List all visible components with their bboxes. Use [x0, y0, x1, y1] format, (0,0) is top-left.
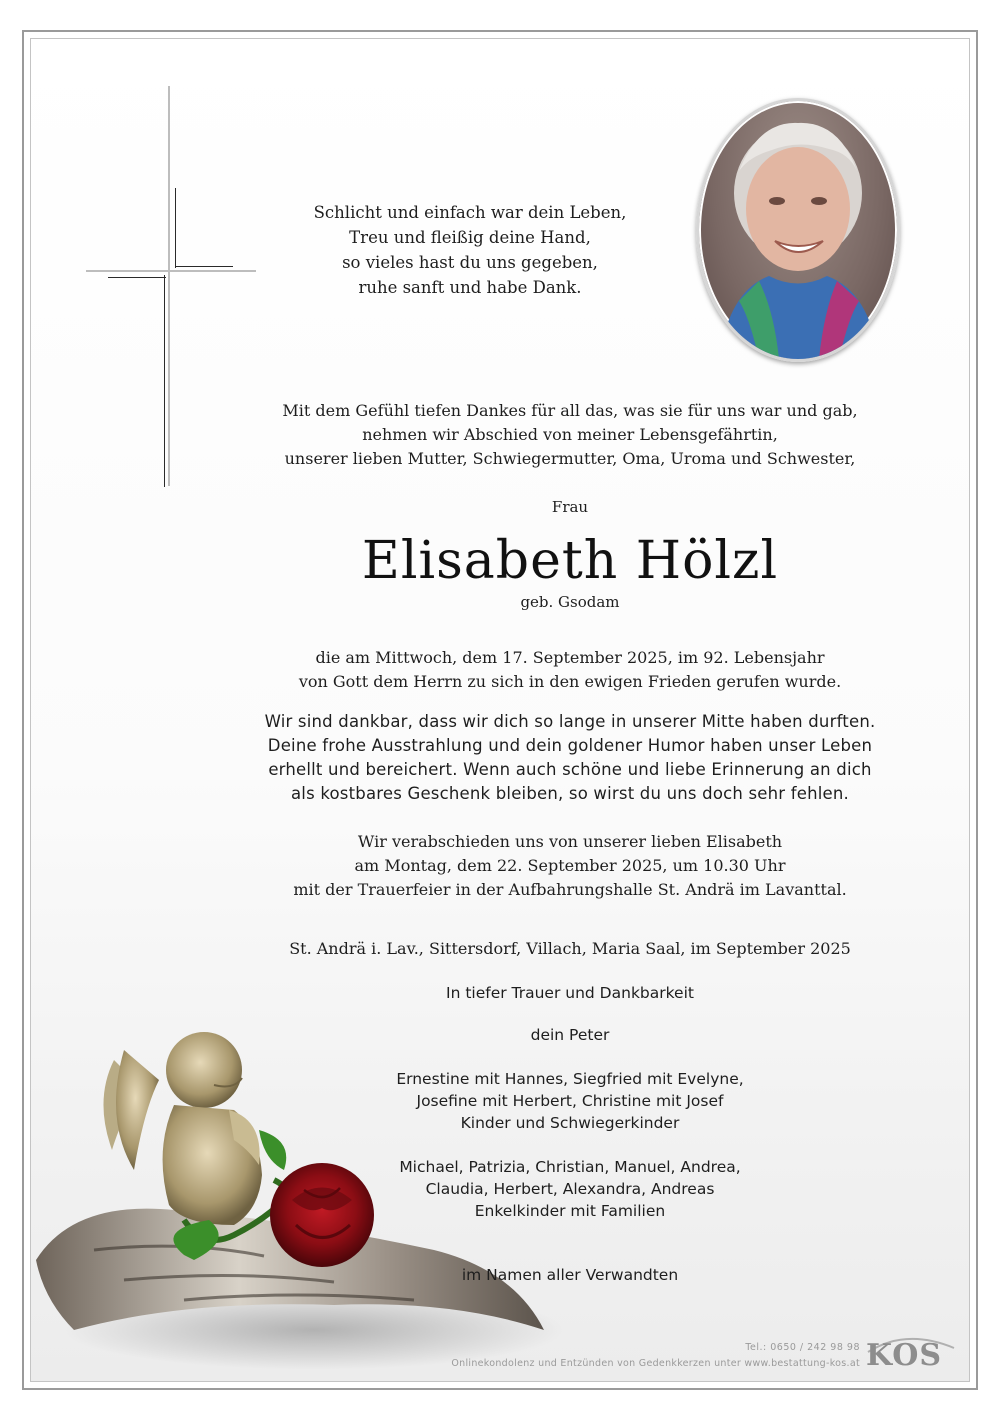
intro-text	[180, 399, 960, 471]
place-date: St. Andrä i. Lav., Sittersdorf, Villach, Maria Saal, im September 2025	[289, 939, 851, 958]
relatives-line: im Namen aller Verwandten	[461, 1266, 679, 1284]
children-line: Ernestine mit Hannes, Siegfried mit Evelyne,	[396, 1070, 744, 1088]
children-line: Kinder und Schwiegerkinder	[460, 1114, 680, 1132]
tribute-line: erhellt und bereichert. Wenn auch schöne und liebe Erinnerung an dich	[268, 760, 872, 779]
funeral-line: am Montag, dem 22. September 2025, um 10.30 Uhr	[354, 856, 786, 875]
poem-line: Treu und fleißig deine Hand,	[349, 228, 591, 247]
partner-name: dein Peter	[530, 1026, 610, 1044]
salutation: Frau	[551, 498, 589, 516]
grandchildren-list	[180, 1156, 960, 1222]
funeral-line: mit der Trauerfeier in der Aufbahrungshalle St. Andrä im Lavanttal.	[293, 880, 847, 899]
children-list	[180, 1068, 960, 1134]
logo-text: KOS	[866, 1338, 943, 1373]
intro-line: unserer lieben Mutter, Schwiegermutter, Oma, Uroma und Schwester,	[284, 449, 856, 468]
kos-logo	[866, 1334, 956, 1376]
tribute-line: Wir sind dankbar, dass wir dich so lange in unserer Mitte haben durften.	[264, 712, 876, 731]
poem-line: Schlicht und einfach war dein Leben,	[313, 203, 627, 222]
grandchildren-line: Enkelkinder mit Familien	[474, 1202, 666, 1220]
tribute-line: als kostbares Geschenk bleiben, so wirst du uns doch sehr fehlen.	[291, 784, 849, 803]
footer-phone: Tel.: 0650 / 242 98 98	[745, 1342, 860, 1353]
tribute-text	[180, 710, 960, 806]
grandchildren-line: Michael, Patrizia, Christian, Manuel, Andrea,	[399, 1158, 741, 1176]
tribute-line: Deine frohe Ausstrahlung und dein goldener Humor haben unser Leben	[267, 736, 873, 755]
children-line: Josefine mit Herbert, Christine mit Josef	[416, 1092, 724, 1110]
maiden-name: geb. Gsodam	[520, 593, 620, 611]
poem-line: ruhe sanft und habe Dank.	[358, 278, 582, 297]
death-line: die am Mittwoch, dem 17. September 2025, im 92. Lebensjahr	[315, 648, 825, 667]
portrait-photo	[696, 98, 900, 362]
intro-line: Mit dem Gefühl tiefen Dankes für all das, was sie für uns war und gab,	[282, 401, 858, 420]
footer-condolence: Onlinekondolenz und Entzünden von Gedenkkerzen unter www.bestattung-kos.at	[451, 1358, 860, 1369]
poem-line: so vieles hast du uns gegeben,	[342, 253, 598, 272]
deceased-name: Elisabeth Hölzl	[361, 531, 779, 591]
funeral-info	[180, 830, 960, 902]
grandchildren-line: Claudia, Herbert, Alexandra, Andreas	[425, 1180, 715, 1198]
death-line: von Gott dem Herrn zu sich in den ewigen Frieden gerufen wurde.	[298, 672, 842, 691]
poem	[280, 200, 660, 300]
death-notice	[180, 646, 960, 694]
funeral-line: Wir verabschieden uns von unserer lieben Elisabeth	[357, 832, 783, 851]
intro-line: nehmen wir Abschied von meiner Lebensgefährtin,	[362, 425, 778, 444]
mourning-line: In tiefer Trauer und Dankbarkeit	[446, 984, 694, 1002]
